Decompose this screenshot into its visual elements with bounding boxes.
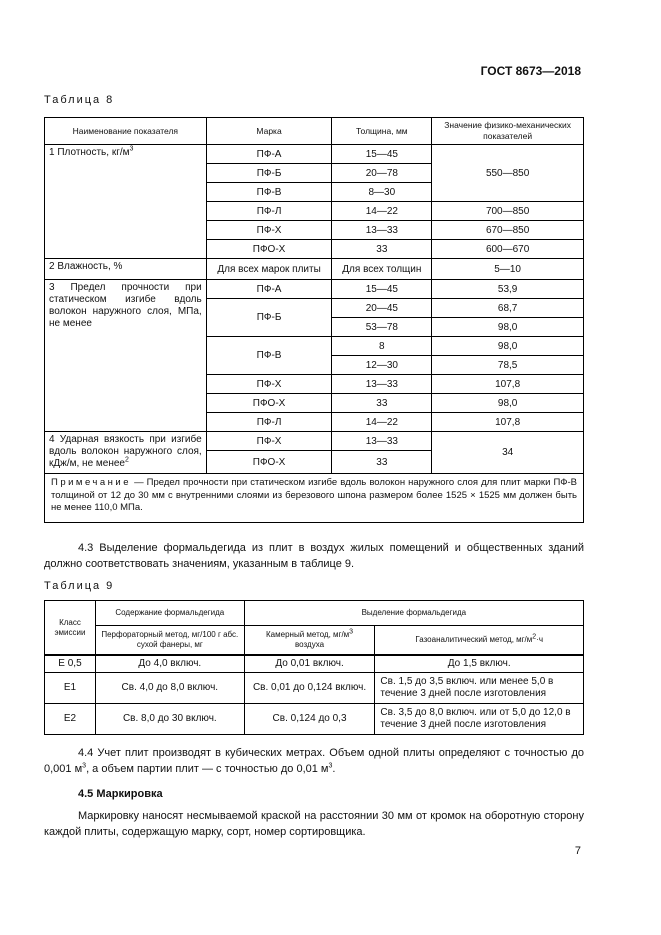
grade-cell: ПФ-Х — [206, 432, 332, 451]
table-row — [45, 259, 584, 280]
thickness-cell: 15—45 — [332, 145, 432, 164]
table-9-caption: Таблица 9 — [44, 580, 115, 592]
table-8 — [44, 117, 584, 523]
perforator-cell: Св. 8,0 до 30 включ. — [95, 704, 244, 735]
indicator-cell: 1 Плотность, $кг/м^3$ — [45, 145, 207, 259]
thickness-cell: Для всех толщин — [332, 259, 432, 280]
column-header: Выделение формальдегида — [244, 601, 583, 626]
thickness-cell: 33 — [332, 240, 432, 259]
thickness-cell: 53—78 — [332, 318, 432, 337]
column-header: Марка — [206, 118, 332, 145]
page-number: 7 — [574, 845, 581, 857]
chamber-cell: Св. 0,01 до 0,124 включ. — [244, 673, 375, 704]
table-header-row — [45, 118, 584, 145]
grade-cell: ПФО-Х — [206, 240, 332, 259]
column-header: Наименование показателя — [45, 118, 207, 145]
document-code: ГОСТ 8673—2018 — [480, 64, 581, 78]
table-header-row — [45, 626, 584, 656]
table-row — [45, 145, 584, 164]
gas-cell: Св. 3,5 до 8,0 включ. или от 5,0 до 12,0 в течение 3 дней после изготовления — [375, 704, 584, 735]
thickness-cell: 14—22 — [332, 413, 432, 432]
value-cell: 98,0 — [432, 318, 584, 337]
chamber-cell: До 0,01 включ. — [244, 655, 375, 673]
table-8-caption: Таблица 8 — [44, 94, 115, 106]
table-header-row — [45, 601, 584, 626]
table-row — [45, 673, 584, 704]
grade-cell: ПФ-В — [206, 183, 332, 202]
thickness-cell: 20—78 — [332, 164, 432, 183]
table-row — [45, 432, 584, 451]
grade-cell: Для всех марок плиты — [206, 259, 332, 280]
class-cell: Е2 — [45, 704, 96, 735]
table-note-row — [45, 474, 584, 523]
perforator-cell: Св. 4,0 до 8,0 включ. — [95, 673, 244, 704]
table-row — [45, 704, 584, 735]
grade-cell: ПФО-Х — [206, 394, 332, 413]
grade-cell: ПФ-Л — [206, 202, 332, 221]
table-9 — [44, 600, 584, 735]
thickness-cell: 14—22 — [332, 202, 432, 221]
column-header: Класс эмиссии — [45, 601, 96, 656]
value-cell: 98,0 — [432, 337, 584, 356]
value-cell: 98,0 — [432, 394, 584, 413]
value-cell: 107,8 — [432, 375, 584, 394]
section-4-5-title: 4.5 Маркировка — [78, 788, 163, 800]
perforator-cell: До 4,0 включ. — [95, 655, 244, 673]
value-cell: 68,7 — [432, 299, 584, 318]
column-header: Камерный метод, $мг/м^3$ воздуха — [244, 626, 375, 656]
thickness-cell: 13—33 — [332, 375, 432, 394]
column-header: Значение физико-механических показателей — [432, 118, 584, 145]
paragraph-4-4: 4.4 Учет плит производят в кубических метрах. Объем одной плиты определяют с точностью до 0,001 $м^3$, а объем партии плит — с точностью до 0,01 $м^3$. — [44, 747, 584, 775]
value-cell: 34 — [432, 432, 584, 474]
thickness-cell: 8 — [332, 337, 432, 356]
thickness-cell: 13—33 — [332, 432, 432, 451]
class-cell: Е1 — [45, 673, 96, 704]
value-cell: 600—670 — [432, 240, 584, 259]
thickness-cell: 20—45 — [332, 299, 432, 318]
chamber-cell: Св. 0,124 до 0,3 — [244, 704, 375, 735]
gas-cell: Св. 1,5 до 3,5 включ. или менее 5,0 в течение 3 дней после изготовления — [375, 673, 584, 704]
table-note: Примечание — Предел прочности при статическом изгибе вдоль волокон наружного слоя для плит марки ПФ-В толщиной от 12 до 30 мм с внутренними слоями из березового шпона размером более 1525 × 1525 мм должен быть не менее 110,0 МПа. — [45, 474, 584, 523]
column-header: Газоаналитический метод, $мг/м^2\cdot ч$ — [375, 626, 584, 656]
indicator-cell: 3 Предел прочности при статическом изгибе вдоль волокон наружного слоя, МПа, не менее — [45, 280, 207, 432]
grade-cell: ПФО-Х — [206, 451, 332, 474]
value-cell: 107,8 — [432, 413, 584, 432]
column-header: Содержание формальдегида — [95, 601, 244, 626]
thickness-cell: 12—30 — [332, 356, 432, 375]
value-cell: 53,9 — [432, 280, 584, 299]
indicator-cell: 4 Ударная вязкость при изгибе вдоль волокон наружного слоя, кДж/м, не менее$^2$ — [45, 432, 207, 474]
value-cell: 670—850 — [432, 221, 584, 240]
paragraph-4-5: Маркировку наносят несмываемой краской на расстоянии 30 мм от кромок на оборотную сторону каждой плиты, содержащую марку, сорт, номер сортировщика. — [44, 810, 584, 838]
thickness-cell: 33 — [332, 394, 432, 413]
table-row — [45, 655, 584, 673]
grade-cell: ПФ-Л — [206, 413, 332, 432]
value-cell: 700—850 — [432, 202, 584, 221]
indicator-cell: 2 Влажность, % — [45, 259, 207, 280]
thickness-cell: 8—30 — [332, 183, 432, 202]
grade-cell: ПФ-А — [206, 145, 332, 164]
grade-cell: ПФ-Х — [206, 221, 332, 240]
thickness-cell: 33 — [332, 451, 432, 474]
gas-cell: До 1,5 включ. — [375, 655, 584, 673]
table-row — [45, 280, 584, 299]
paragraph-4-3: 4.3 Выделение формальдегида из плит в воздух жилых помещений и общественных зданий должно соответствовать значениям, указанным в таблице 9. — [44, 542, 584, 570]
column-header: Перфораторный метод, мг/100 г абс. сухой фанеры, мг — [95, 626, 244, 656]
grade-cell: ПФ-Б — [206, 164, 332, 183]
value-cell: 78,5 — [432, 356, 584, 375]
column-header: Толщина, мм — [332, 118, 432, 145]
thickness-cell: 15—45 — [332, 280, 432, 299]
thickness-cell: 13—33 — [332, 221, 432, 240]
grade-cell: ПФ-В — [206, 337, 332, 375]
grade-cell: ПФ-Б — [206, 299, 332, 337]
grade-cell: ПФ-А — [206, 280, 332, 299]
value-cell: 5—10 — [432, 259, 584, 280]
grade-cell: ПФ-Х — [206, 375, 332, 394]
value-cell: 550—850 — [432, 145, 584, 202]
class-cell: Е 0,5 — [45, 655, 96, 673]
